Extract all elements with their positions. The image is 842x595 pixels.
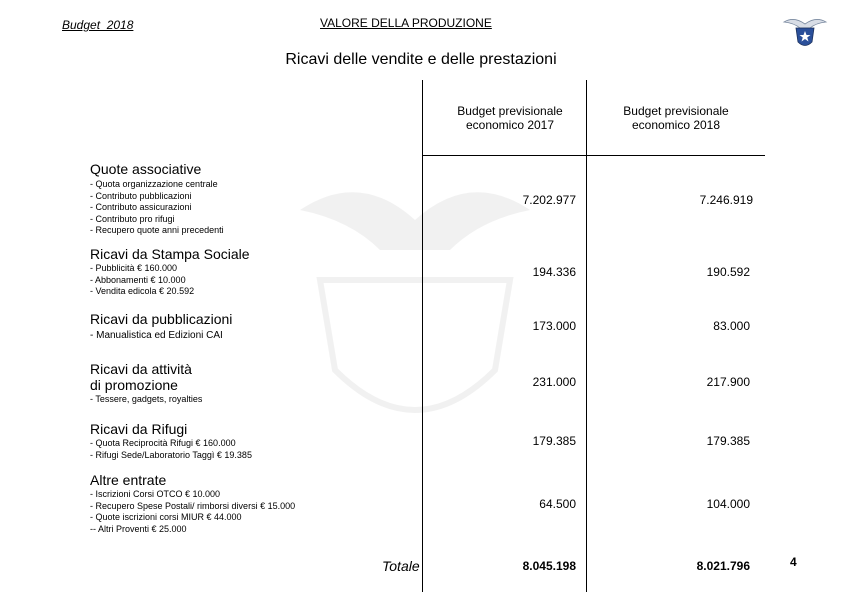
value-2017: 231.000 [532, 375, 576, 389]
row-item: - Contributo pro rifugi [90, 213, 175, 224]
row-item: - Vendita edicola € 20.592 [90, 286, 195, 296]
row-item: - Contributo assicurazioni [90, 202, 192, 212]
section-title: VALORE DELLA PRODUZIONE [320, 16, 492, 30]
row-item: - Recupero quote anni precedenti [90, 225, 224, 235]
total-2018: 8.021.796 [696, 559, 750, 573]
row-title-line2: di promozione [90, 377, 178, 393]
value-2017: 194.336 [532, 265, 576, 279]
row-item: - Quota Reciprocità Rifugi € 160.000 [90, 438, 236, 448]
row-pubblicazioni [90, 311, 232, 342]
table-header-underline [422, 155, 765, 156]
value-2018: 104.000 [706, 497, 750, 511]
total-label: Totale [382, 558, 420, 574]
row-title: Ricavi da Rifugi [90, 421, 188, 437]
total-2017: 8.045.198 [522, 559, 576, 573]
value-2017: 173.000 [532, 319, 576, 333]
value-2017: 64.500 [539, 497, 576, 511]
row-item: - Recupero Spese Postali/ rimborsi diversi € 15.000 [90, 500, 296, 511]
row-item: -- Altri Proventi € 25.000 [90, 523, 187, 534]
budget-label: Budget_2018 [62, 18, 134, 32]
row-item: - Abbonamenti € 10.000 [90, 274, 186, 285]
row-item: - Rifugi Sede/Laboratorio Taggì € 19.385 [90, 449, 252, 460]
value-2017: 179.385 [532, 434, 576, 448]
row-item: - Iscrizioni Corsi OTCO € 10.000 [90, 489, 221, 499]
row-rifugi [90, 421, 252, 461]
value-2017: 7.202.977 [522, 193, 576, 207]
column-header-2017: Budget previsionale economico 2017 [457, 104, 563, 132]
row-altre-entrate [90, 472, 295, 535]
value-2018: 217.900 [706, 375, 750, 389]
row-title: Ricavi da pubblicazioni [90, 311, 233, 327]
page-title: Ricavi delle vendite e delle prestazioni [285, 51, 557, 68]
watermark-eagle-icon [300, 170, 530, 430]
value-2018: 7.246.919 [699, 193, 753, 207]
row-title: Quote associative [90, 161, 202, 177]
row-item: - Manualistica ed Edizioni CAI [90, 330, 223, 341]
page-number: 4 [790, 555, 797, 569]
row-item: - Contributo pubblicazioni [90, 190, 192, 201]
table-divider-center [586, 80, 587, 592]
row-title: Altre entrate [90, 472, 167, 488]
row-stampa-sociale [90, 246, 250, 298]
row-item: - Quote iscrizioni corsi MIUR € 44.000 [90, 512, 242, 522]
row-title-line1: Ricavi da attività [90, 361, 192, 377]
cai-eagle-logo-icon [782, 14, 828, 50]
row-item: - Pubblicità € 160.000 [90, 263, 178, 273]
row-quote-associative [90, 161, 224, 237]
row-item: - Quota organizzazione centrale [90, 179, 218, 189]
value-2018: 83.000 [713, 319, 750, 333]
row-item: - Tessere, gadgets, royalties [90, 394, 203, 404]
table-divider-left [422, 80, 423, 592]
column-header-2018: Budget previsionale economico 2018 [623, 104, 729, 132]
row-title: Ricavi da Stampa Sociale [90, 246, 250, 262]
value-2018: 179.385 [706, 434, 750, 448]
row-attivita-promozione [90, 361, 202, 406]
value-2018: 190.592 [706, 265, 750, 279]
